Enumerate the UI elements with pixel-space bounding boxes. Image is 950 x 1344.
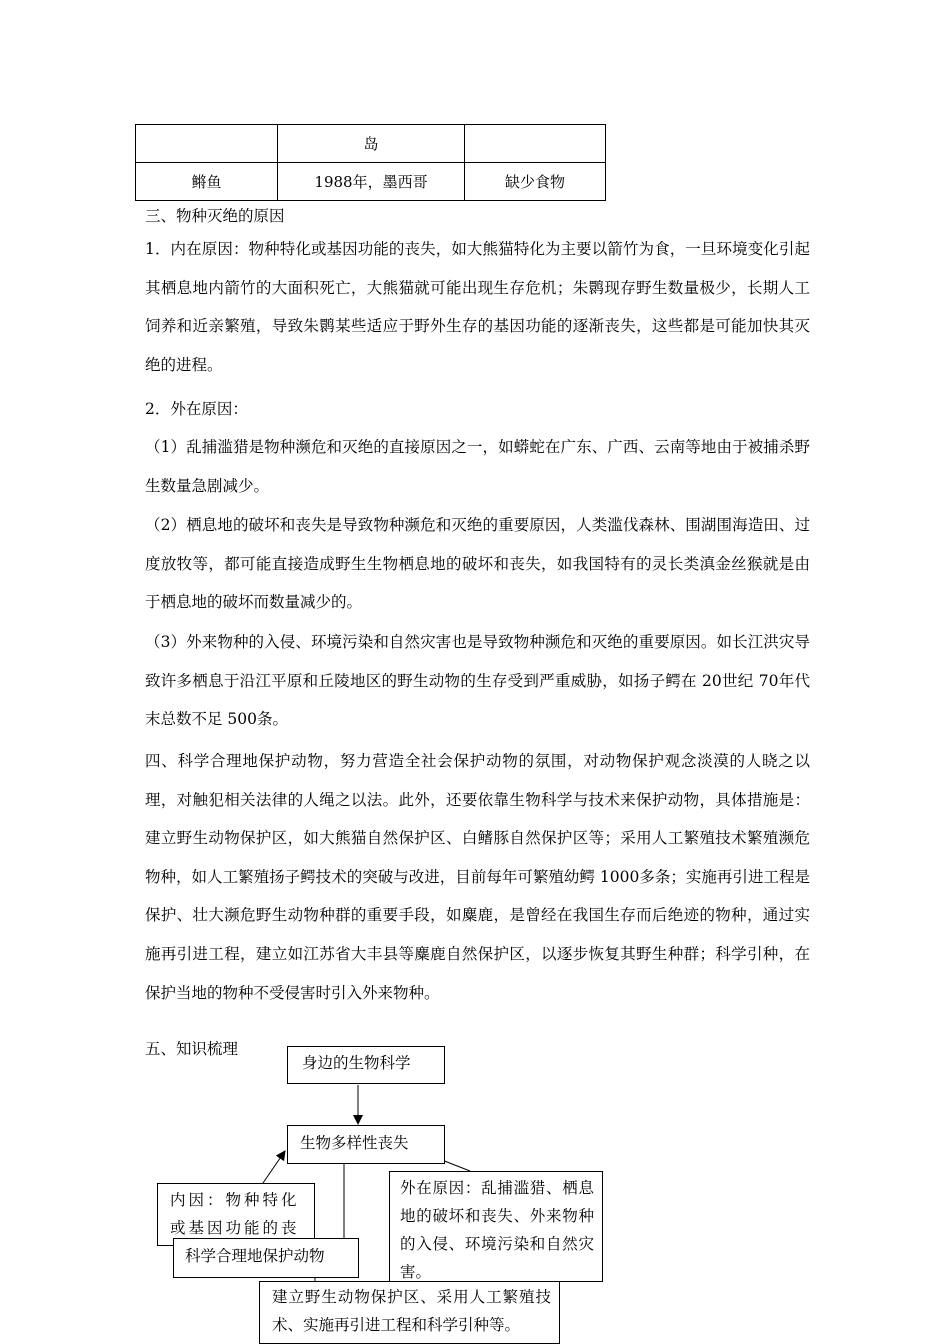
section-3-heading: 三、物种灭绝的原因: [145, 207, 285, 225]
diagram-top-text: 身边的生物科学: [302, 1054, 411, 1072]
diagram-protect-text: 科学合理地保护动物: [185, 1247, 325, 1265]
diagram-external-text: 外在原因：乱捕滥猎、栖息地的破坏和丧失、外来物种的入侵、环境污染和自然灾害。: [400, 1179, 594, 1281]
table-cell: 鳉鱼: [136, 163, 278, 201]
diagram-box-top: [287, 1046, 445, 1084]
diagram-internal-text: 内因：物种特化或基因功能的丧: [170, 1191, 300, 1237]
paragraph-invasive-species: （3）外来物种的入侵、环境污染和自然灾害也是导致物种濒危和灭绝的重要原因。如长江洪灾导致许多栖息于沿江平原和丘陵地区的野生动物的生存受到严重威胁，如扬子鳄在 20世纪 70年代末总数不足 500条。: [145, 633, 810, 729]
diagram-box-external: [389, 1171, 603, 1282]
diagram-center-text: 生物多样性丧失: [300, 1134, 409, 1152]
paragraph-protection: 四、科学合理地保护动物，努力营造全社会保护动物的氛围，对动物保护观念淡漠的人晓之以理，对触犯相关法律的人绳之以法。此外，还要依靠生物科学与技术来保护动物，具体措施是：建立野生动物保护区，如大熊猫自然保护区、白鳍豚自然保护区等；采用人工繁殖技术繁殖濒危物种，如人工繁殖扬子鳄技术的突破与改进，目前每年可繁殖幼鳄 1000多条；实施再引进工程是保护、壮大濒危野生动物种群的重要手段，如麋鹿，是曾经在我国生存而后绝迹的物种，通过实施再引进工程，建立如江苏省大丰县等麋鹿自然保护区，以逐步恢复其野生种群；科学引种，在保护当地的物种不受侵害时引入外来物种。: [145, 752, 810, 1002]
diagram-box-center: [287, 1125, 445, 1164]
paragraph-external-causes-title: 2．外在原因：: [145, 400, 248, 418]
paragraph-habitat-loss: （2）栖息地的破坏和丧失是导致物种濒危和灭绝的重要原因，人类滥伐森林、围湖围海造田、过度放牧等，都可能直接造成野生生物栖息地的破坏和丧失，如我国特有的灵长类滇金丝猴就是由于栖息地的破坏而数量减少的。: [145, 516, 810, 612]
table-cell: 缺少食物: [465, 163, 606, 201]
diagram-box-protect: [173, 1238, 359, 1278]
paragraph-internal-causes: 1．内在原因：物种特化或基因功能的丧失，如大熊猫特化为主要以箭竹为食，一旦环境变化引起其栖息地内箭竹的大面积死亡，大熊猫就可能出现生存危机；朱鹮现存野生数量极少，长期人工饲养和近亲繁殖，导致朱鹮某些适应于野外生存的基因功能的逐渐丧失，这些都是可能加快其灭绝的进程。: [145, 240, 810, 374]
diagram-box-measures: [259, 1281, 560, 1344]
section-5-heading: 五、知识梳理: [145, 1040, 239, 1058]
arrow-internal-to-center: [263, 1151, 285, 1183]
table-cell: 岛: [278, 125, 465, 163]
paragraph-overhunting: （1）乱捕滥猎是物种濒危和灭绝的直接原因之一，如蟒蛇在广东、广西、云南等地由于被捕杀野生数量急剧减少。: [145, 438, 810, 495]
diagram-box-internal: [157, 1183, 315, 1246]
table-cell: 1988年，墨西哥: [278, 163, 465, 201]
diagram-measures-text: 建立野生动物保护区、采用人工繁殖技术、实施再引进工程和科学引种等。: [272, 1288, 551, 1334]
